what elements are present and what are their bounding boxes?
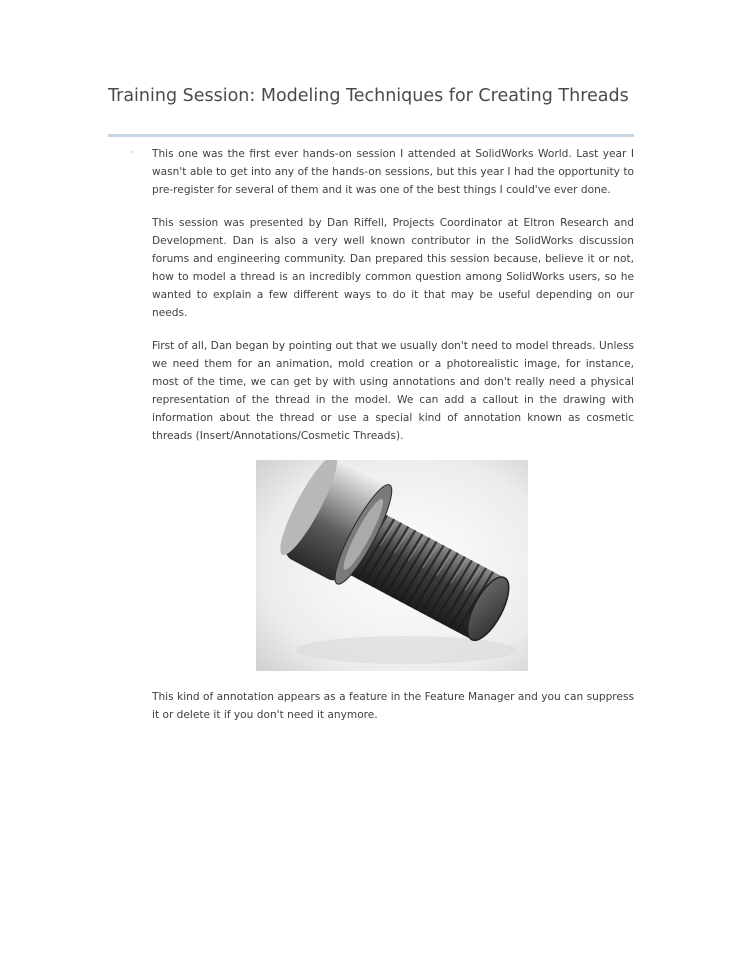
paragraph-annotations: First of all, Dan began by pointing out that we usually don't need to model threads. Unless we need them for an animation, mold creation or a photorealistic image, for instance, most of the time, we can get by with using annotations and don't really need a physical representation of the thread in the model. We can add a callout in the drawing with information about the thread or use a special kind of annotation known as cosmetic threads (Insert/Annotations/Cosmetic Threads).	[152, 340, 634, 442]
document-body	[152, 145, 634, 739]
paragraph-intro: This one was the first ever hands-on session I attended at SolidWorks World. Last year I wasn't able to get into any of the hands-on sessions, but this year I had the opportunity to pre-register for several of them and it was one of the best things I could've ever done.	[152, 148, 634, 196]
paragraph-feature-manager: This kind of annotation appears as a feature in the Feature Manager and you can suppress it or delete it if you don't need it anymore.	[152, 691, 634, 721]
list-bullet: ·	[131, 148, 134, 158]
document-title: Training Session: Modeling Techniques for Creating Threads	[108, 86, 629, 106]
paragraph-presenter: This session was presented by Dan Riffell, Projects Coordinator at Eltron Research and Development. Dan is also a very well known contributor in the SolidWorks discussion forums and engineering community. Dan prepared this session because, believe it or not, how to model a thread is an incredibly common question among SolidWorks users, so he wanted to explain a few different ways to do it that may be useful depending on our needs.	[152, 217, 634, 319]
threaded-bolt-image	[256, 460, 528, 671]
title-underline	[108, 134, 634, 137]
